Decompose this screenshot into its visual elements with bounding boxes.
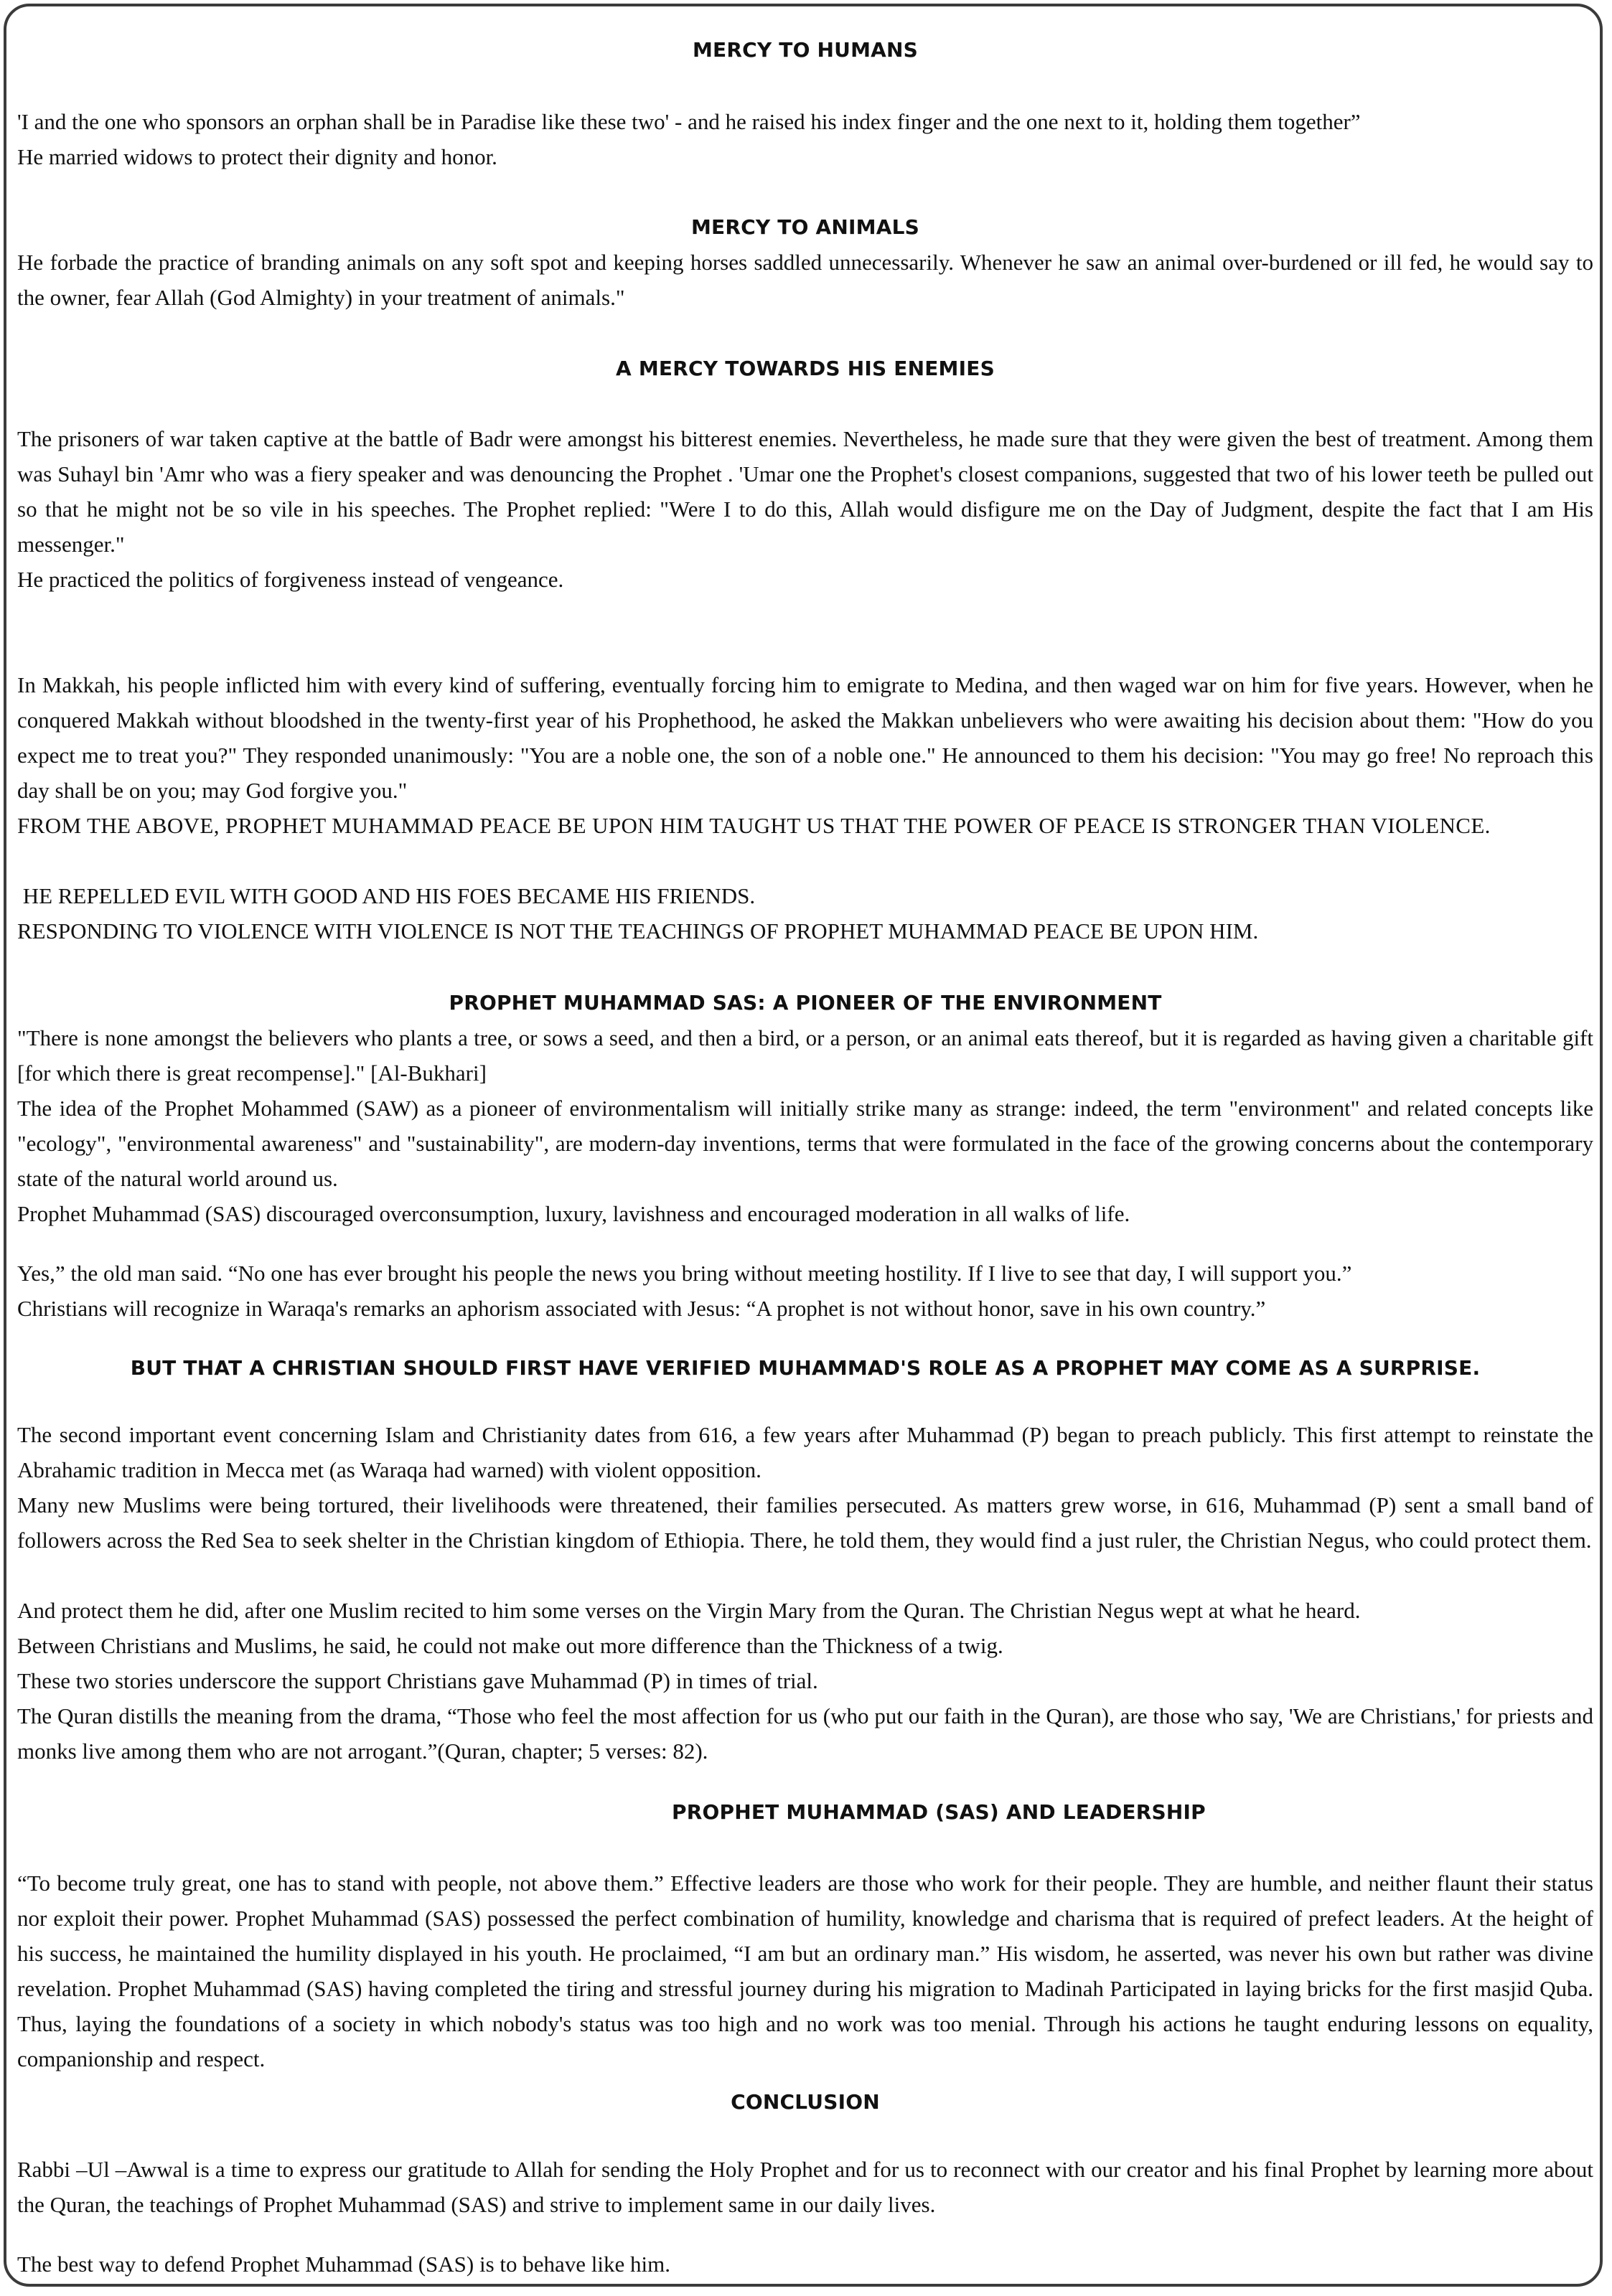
paragraph-planting-tree: "There is none amongst the believers who plants a tree, or sows a seed, and then a bird, or a person, or an animal eats thereof, but it is regarded as having given a charitable gift [for which there is great recompense]." [Al-Bukhari]	[17, 1025, 1593, 1086]
paragraph-forgiveness: He practiced the politics of forgiveness instead of vengeance.	[17, 567, 564, 592]
paragraph-waraqa: Christians will recognize in Waraqa's remarks an aphorism associated with Jesus: “A prophet is not without honor, save in his own country.”	[17, 1296, 1266, 1321]
paragraph-moderation: Prophet Muhammad (SAS) discouraged overconsumption, luxury, lavishness and encouraged moderation in all walks of life.	[17, 1201, 1130, 1226]
paragraph-rabbi-ul-awwal: Rabbi –Ul –Awwal is a time to express our gratitude to Allah for sending the Holy Prophet and for us to reconnect with our creator and his final Prophet by learning more about the Quran, the teachings of Prophet Muhammad (SAS) and strive to implement same in our daily lives.	[17, 2157, 1593, 2217]
paragraph-old-man: Yes,” the old man said. “No one has ever brought his people the news you bring without meeting hostility. If I live to see that day, I will support you.”	[17, 1261, 1352, 1286]
paragraph-leadership: “To become truly great, one has to stand with people, not above them.” Effective leaders are those who work for their people. They are humble, and neither flaunt their status nor exploit their power. Prophet Muhammad (SAS) possessed the perfect combination of humility, knowledge and charisma that is required of prefect leaders. At the height of his success, he maintained the humility displayed in his youth. He proclaimed, “I am but an ordinary man.” His wisdom, he asserted, was never his own but rather was divine revelation. Prophet Muhammad (SAS) having completed the tiring and stressful journey during his migration to Madinah Participated in laying bricks for the first masjid Quba. Thus, laying the foundations of a society in which nobody's status was too high and no work was too menial. Through his actions he taught enduring lessons on equality, companionship and respect.	[17, 1871, 1593, 2071]
paragraph-negus-wept: And protect them he did, after one Muslim recited to him some verses on the Virgin Mary from the Quran. The Christian Negus wept at what he heard.	[17, 1598, 1361, 1623]
paragraph-event-616: The second important event concerning Islam and Christianity dates from 616, a few years after Muhammad (P) began to preach publicly. This first attempt to reinstate the Abrahamic tradition in Mecca met (as Waraqa had warned) with violent opposition.	[17, 1422, 1593, 1482]
paragraph-badr-prisoners: The prisoners of war taken captive at the battle of Badr were amongst his bitterest enemies. Nevertheless, he made sure that they were given the best of treatment. Among them was Suhayl bin 'Amr who was a fiery speaker and was denouncing the Prophet . 'Umar one the Prophet's closest companions, suggested that two of his lower teeth be pulled out so that he might not be so vile in his speeches. The Prophet replied: "Were I to do this, Allah would disfigure me on the Day of Judgment, despite the fact that I am His messenger."	[17, 426, 1593, 557]
paragraph-orphan-sponsor: 'I and the one who sponsors an orphan shall be in Paradise like these two' - and he raised his index finger and the one next to it, holding them together”	[17, 109, 1361, 134]
paragraph-two-stories: These two stories underscore the support Christians gave Muhammad (P) in times of trial.	[17, 1668, 818, 1693]
paragraph-best-way: The best way to defend Prophet Muhammad (SAS) is to behave like him.	[17, 2252, 671, 2277]
paragraph-repelled-evil: HE REPELLED EVIL WITH GOOD AND HIS FOES BECAME HIS FRIENDS.	[17, 883, 756, 908]
paragraph-ethiopia: Many new Muslims were being tortured, their livelihoods were threatened, their families persecuted. As matters grew worse, in 616, Muhammad (P) sent a small band of followers across the Red Sea to seek shelter in the Christian kingdom of Ethiopia. There, he told them, they would find a just ruler, the Christian Negus, who could protect them.	[17, 1492, 1593, 1553]
paragraph-quran-verse: The Quran distills the meaning from the drama, “Those who feel the most affection for us (who put our faith in the Quran), are those who say, 'We are Christians,' for priests and monks live among them who are not arrogant.”(Quran, chapter; 5 verses: 82).	[17, 1703, 1593, 1764]
paragraph-widows: He married widows to protect their dignity and honor.	[17, 144, 497, 169]
paragraph-animals: He forbade the practice of branding animals on any soft spot and keeping horses saddled unnecessarily. Whenever he saw an animal over-burdened or ill fed, he would say to the owner, fear Allah (God Almighty) in your treatment of animals."	[17, 250, 1593, 310]
heading-conclusion: CONCLUSION	[731, 2090, 880, 2114]
paragraph-responding-violence: RESPONDING TO VIOLENCE WITH VIOLENCE IS NOT THE TEACHINGS OF PROPHET MUHAMMAD PEACE BE UPON HIM.	[17, 918, 1259, 944]
heading-mercy-enemies: A MERCY TOWARDS HIS ENEMIES	[616, 357, 995, 380]
paragraph-thickness-twig: Between Christians and Muslims, he said, he could not make out more difference than the Thickness of a twig.	[17, 1633, 1003, 1658]
paragraph-makkah: In Makkah, his people inflicted him with every kind of suffering, eventually forcing him to emigrate to Medina, and then waged war on him for five years. However, when he conquered Makkah without bloodshed in the twenty-first year of his Prophethood, he asked the Makkan unbelievers who were awaiting his decision about them: "How do you expect me to treat you?" They responded unanimously: "You are a noble one, the son of a noble one." He announced to them his decision: "You may go free! No reproach this day shall be on you; may God forgive you."	[17, 672, 1593, 803]
heading-mercy-to-animals: MERCY TO ANIMALS	[690, 215, 920, 239]
paragraph-environmentalism: The idea of the Prophet Mohammed (SAW) as a pioneer of environmentalism will initially strike many as strange: indeed, the term "environment" and related concepts like "ecology", "environmental awareness" and "sustainability", are modern-day inventions, terms that were formulated in the face of the growing concerns about the contemporary state of the natural world around us.	[17, 1096, 1593, 1191]
heading-mercy-to-humans: MERCY TO HUMANS	[692, 38, 919, 62]
heading-christian-surprise: BUT THAT A CHRISTIAN SHOULD FIRST HAVE VERIFIED MUHAMMAD'S ROLE AS A PROPHET MAY COME AS A SURPRISE.	[130, 1356, 1481, 1380]
heading-leadership: PROPHET MUHAMMAD (SAS) AND LEADERSHIP	[672, 1800, 1206, 1824]
heading-environment: PROPHET MUHAMMAD SAS: A PIONEER OF THE ENVIRONMENT	[449, 991, 1162, 1015]
paragraph-power-of-peace: FROM THE ABOVE, PROPHET MUHAMMAD PEACE BE UPON HIM TAUGHT US THAT THE POWER OF PEACE IS STRONGER THAN VIOLENCE.	[17, 813, 1491, 838]
